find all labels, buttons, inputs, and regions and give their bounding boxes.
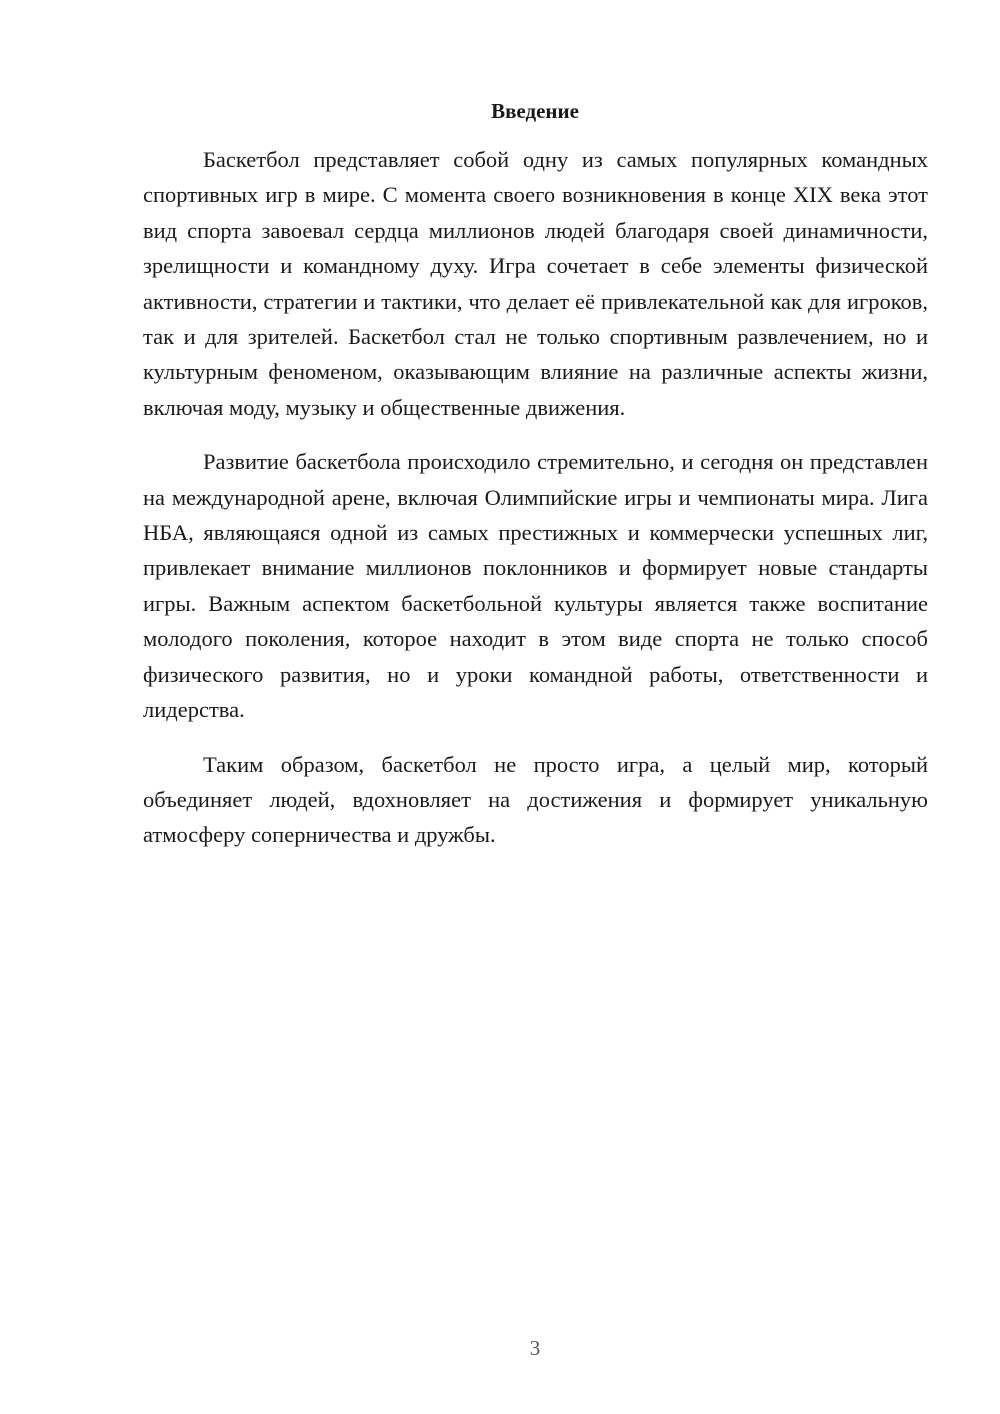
paragraph-1: Баскетбол представляет собой одну из самых популярных командных спортивных игр в мире. С момента своего возникновения в конце XIX века этот вид спорта завоевал сердца миллионов людей благодаря своей динамичности, зрелищности и командному духу. Игра сочетает в себе элементы физической активности, стратегии и тактики, что делает её привлекательной как для игроков, так и для зрителей. Баскетбол стал не только спортивным развлечением, но и культурным феноменом, оказывающим влияние на различные аспекты жизни, включая моду, музыку и общественные движения. [143,147,928,420]
body-text [143,142,928,872]
paragraph-3: Таким образом, баскетбол не просто игра, а целый мир, который объединяет людей, вдохновляет на достижения и формирует уникальную атмосферу соперничества и дружбы. [143,751,928,848]
section-heading: Введение [491,99,579,123]
page-number: 3 [529,1336,541,1360]
paragraph-2: Развитие баскетбола происходило стремительно, и сегодня он представлен на международной арене, включая Олимпийские игры и чемпионаты мира. Лига НБА, являющаяся одной из самых престижных и коммерчески успешных лиг, привлекает внимание миллионов поклонников и формирует новые стандарты игры. Важным аспектом баскетбольной культуры является также воспитание молодого поколения, которое находит в этом виде спорта не только способ физического развития, но и уроки командной работы, ответственности и лидерства. [143,449,928,723]
